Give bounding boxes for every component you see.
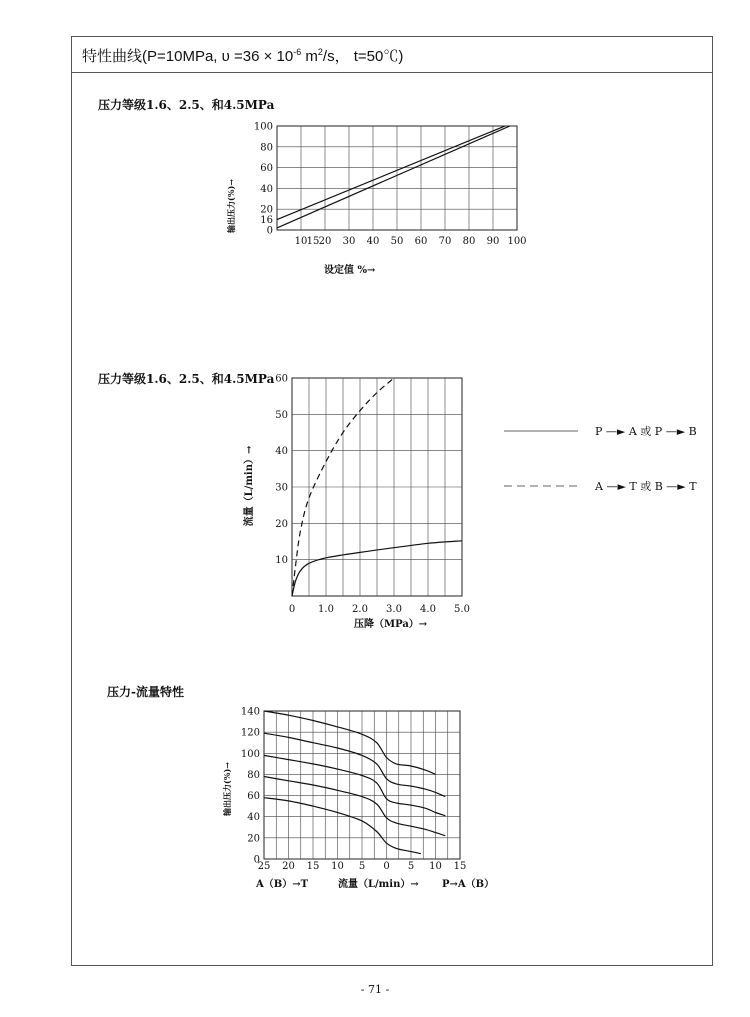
c3-series-line-4 — [264, 798, 421, 854]
c1-y-tick-3: 40 — [260, 183, 273, 195]
c3-series-line-2 — [264, 755, 445, 815]
title-exponent-2: 2 — [317, 47, 323, 57]
page-number: - 71 - — [360, 983, 390, 996]
c1-x-tick-2: 20 — [318, 236, 332, 247]
c1-y-tick-0: 100 — [253, 121, 273, 133]
c1-y-tick-1: 80 — [260, 142, 273, 154]
c1-x-tick-3: 30 — [342, 236, 356, 247]
c2-y-tick-5: 10 — [275, 555, 288, 567]
c1-series-line-0 — [277, 126, 505, 220]
chart-1-x-label: 设定值 %→ — [324, 265, 376, 276]
section-2-label: 压力等级1.6、2.5、和4.5MPa — [98, 372, 275, 386]
c1-y-tick-2: 60 — [260, 163, 273, 175]
chart-3-y-label: 输出压力(%)→ — [222, 762, 232, 816]
chart-2-y-ticks — [275, 374, 288, 567]
header-bar — [72, 37, 712, 73]
c2-y-tick-0: 60 — [275, 373, 288, 385]
c1-series-line-1 — [277, 126, 510, 228]
chart-3-x-left-label: A（B）→T — [256, 879, 309, 890]
c3-x-tick-4: 5 — [358, 861, 366, 872]
c3-y-tick-6: 20 — [247, 833, 260, 845]
legend-solid-label: P —► A 或 P —► B — [595, 425, 697, 438]
c3-y-tick-7: 0 — [253, 854, 260, 866]
chart-3-pressure-flow — [220, 705, 505, 895]
page-title — [82, 45, 403, 66]
c1-x-tick-9: 90 — [486, 236, 500, 247]
c2-x-tick-1: 1.0 — [318, 604, 334, 615]
chart-1-x-ticks — [295, 236, 527, 247]
legend-dashed-label: A —► T 或 B —► T — [595, 480, 697, 493]
title-exponent-1: -6 — [293, 47, 302, 57]
c1-y-tick-5: 16 — [260, 215, 273, 227]
c3-x-tick-0: 25 — [257, 861, 271, 872]
chart-2-x-ticks — [289, 604, 470, 615]
chart-2-legend — [500, 420, 700, 495]
chart-3-x-right-label: P→A（B） — [442, 879, 495, 890]
c2-y-tick-4: 20 — [275, 518, 288, 530]
c3-x-tick-8: 15 — [453, 861, 467, 872]
chart-3-grid — [264, 711, 460, 859]
chart-1-grid — [277, 126, 517, 230]
title-suffix: /s， t=50℃) — [322, 48, 404, 65]
chart-2-x-label: 压降（MPa）→ — [354, 619, 428, 630]
c3-x-tick-6: 5 — [407, 861, 415, 872]
c1-y-tick-6: 0 — [266, 225, 273, 237]
c2-x-tick-3: 3.0 — [386, 604, 402, 615]
chart-2-y-label: 流量（L/min）→ — [244, 445, 255, 527]
section-1-label: 压力等级1.6、2.5、和4.5MPa — [98, 98, 275, 112]
chart-2-grid — [292, 378, 462, 596]
c3-x-tick-3: 10 — [331, 861, 344, 872]
c3-x-tick-2: 15 — [306, 861, 320, 872]
c1-x-tick-6: 60 — [414, 236, 428, 247]
title-prefix: 特性曲线(P=10MPa, υ =36 × 10 — [82, 48, 294, 65]
c2-y-tick-2: 40 — [275, 446, 288, 458]
chart-1-pressure-setting — [220, 118, 530, 283]
c1-x-tick-0: 10 — [294, 236, 308, 247]
c3-y-tick-5: 40 — [247, 812, 260, 824]
c3-y-tick-3: 80 — [247, 769, 260, 781]
chart-3-x-ticks — [258, 861, 467, 872]
c1-x-tick-5: 50 — [390, 236, 404, 247]
c2-x-tick-0: 0 — [288, 604, 296, 615]
c3-x-tick-7: 10 — [429, 861, 442, 872]
chart-3-y-ticks — [241, 707, 260, 866]
chart-1-y-ticks — [254, 122, 273, 237]
chart-3-x-label: 流量（L/min）→ — [338, 879, 419, 890]
c2-y-tick-1: 50 — [275, 409, 288, 421]
c1-x-tick-4: 40 — [366, 236, 380, 247]
c2-x-tick-4: 4.0 — [420, 604, 436, 615]
title-mid: m — [301, 48, 318, 65]
c3-x-tick-1: 20 — [282, 861, 295, 872]
chart-1-series — [277, 126, 510, 228]
section-3-label: 压力-流量特性 — [107, 685, 184, 699]
c3-x-tick-5: 0 — [383, 861, 390, 872]
c3-y-tick-0: 140 — [240, 706, 260, 718]
c3-y-tick-1: 120 — [240, 727, 260, 739]
c1-x-tick-10: 100 — [507, 236, 527, 247]
c2-y-tick-3: 30 — [275, 482, 288, 494]
c3-series-line-1 — [264, 733, 445, 796]
c3-y-tick-4: 60 — [247, 791, 260, 803]
c1-x-tick-1: 15 — [306, 236, 320, 247]
chart-2-flow-pressure-drop — [240, 368, 490, 633]
c1-x-tick-8: 80 — [462, 236, 476, 247]
c1-y-tick-4: 20 — [260, 204, 273, 216]
c3-y-tick-2: 100 — [240, 748, 260, 760]
c1-x-tick-7: 70 — [438, 236, 452, 247]
chart-1-y-label: 输出压力(%)→ — [226, 179, 236, 233]
c2-x-tick-5: 5.0 — [454, 604, 470, 615]
c2-x-tick-2: 2.0 — [352, 604, 368, 615]
